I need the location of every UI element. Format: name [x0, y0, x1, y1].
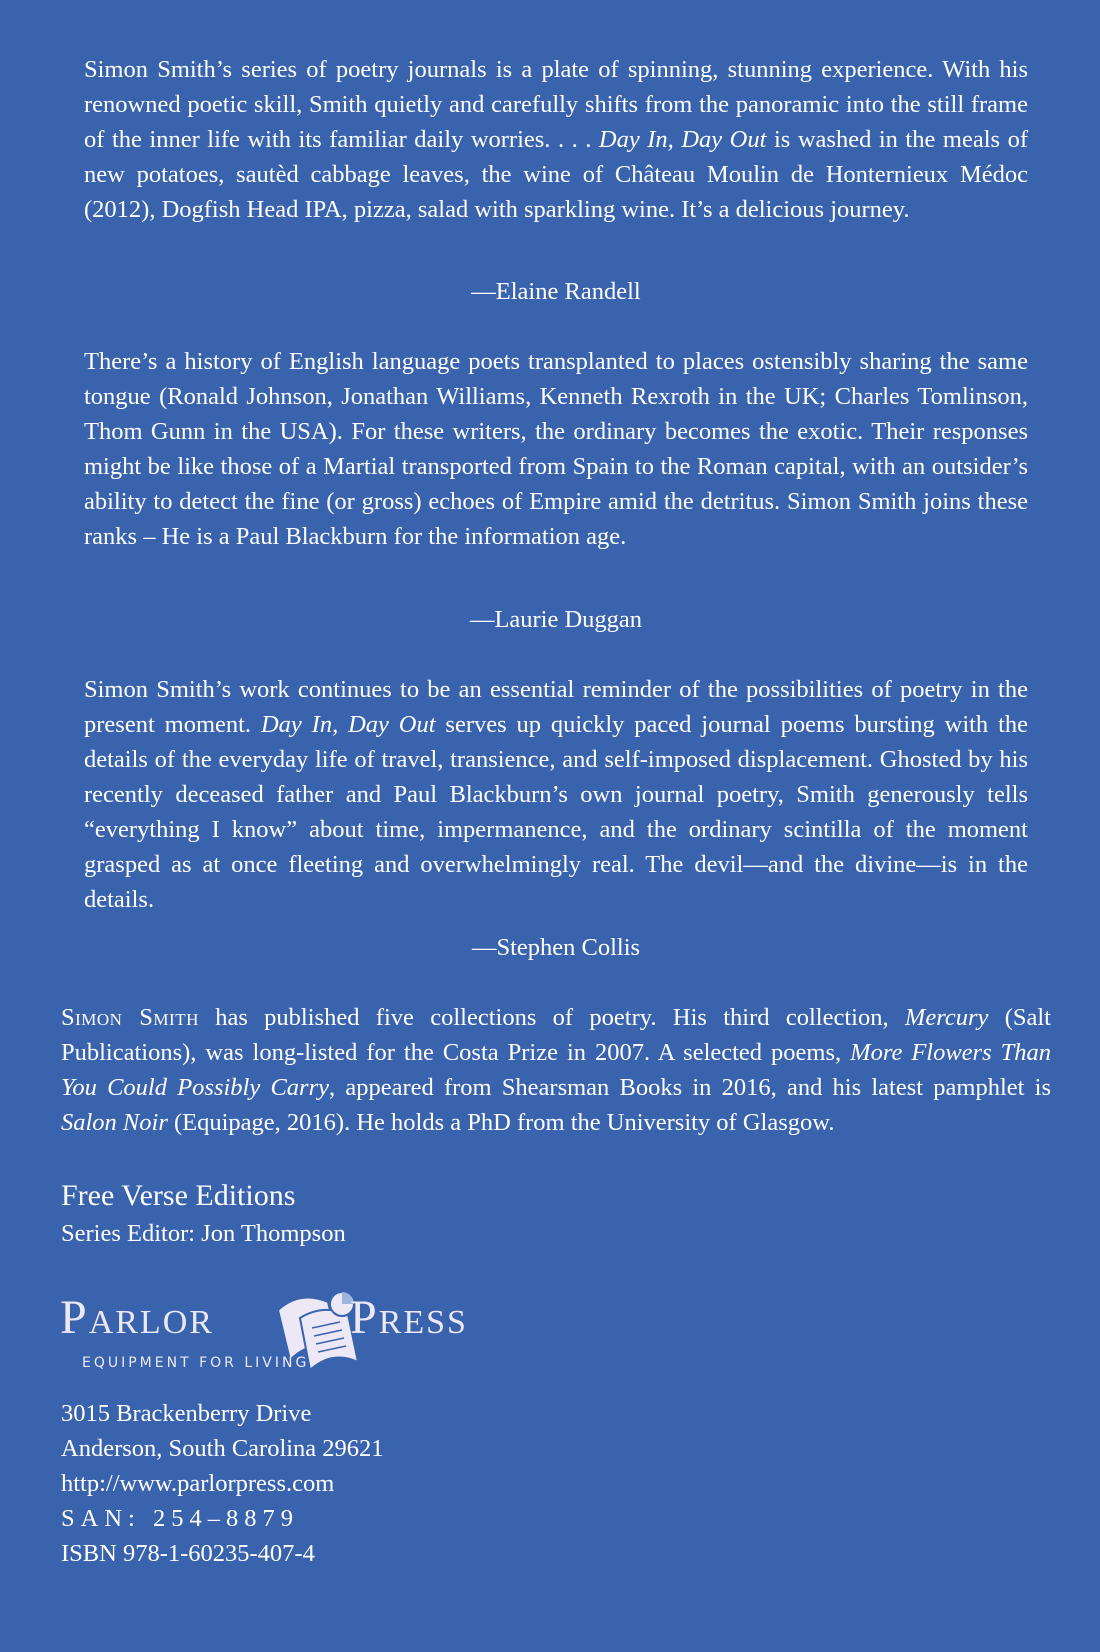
book-title-italic: Day In, Day Out — [260, 711, 436, 738]
author-bio — [61, 1000, 1051, 1140]
logo-word-press: Press — [350, 1291, 468, 1344]
attribution-elaine-randell: —Elaine Randell — [471, 278, 641, 305]
san-number: SAN: 254–8879 — [61, 1505, 299, 1532]
publisher-address — [61, 1396, 384, 1571]
blurb-laurie-duggan — [84, 344, 1028, 554]
blurb-text-part: is washed in the meals of new potatoes, sautèd cabbage leaves, the wine of Château Moulin de Honternieux Médoc (2012), Dogfish Head IPA, pizza, salad with sparkling wine. It’s a delicious journey. — [84, 126, 1028, 223]
blurb-elaine-randell — [84, 52, 1028, 227]
publisher-url: http://www.parlorpress.com — [61, 1470, 335, 1497]
attribution-laurie-duggan: —Laurie Duggan — [469, 606, 643, 633]
author-name: Simon Smith — [61, 1004, 199, 1031]
logo-word-parlor: Parlor — [60, 1291, 214, 1344]
blurb-text-part: Simon Smith’s work continues to be an essential reminder of the possibilities of poetry in the present moment. — [84, 676, 1028, 738]
bio-text — [61, 1000, 1051, 1140]
series-title: Free Verse Editions — [61, 1179, 296, 1212]
series-editor: Series Editor: Jon Thompson — [61, 1220, 346, 1247]
address-city: Anderson, South Carolina 29621 — [61, 1435, 384, 1462]
blurb-text-part: serves up quickly paced journal poems bursting with the details of the everyday life of travel, transience, and self-imposed displacement. Ghosted by his recently deceased father and Paul Blackburn’s own journal poetry, Smith generously tells “everything I know” about time, impermanence, and the ordinary scintilla of the moment grasped as at once fleeting and overwhelmingly real. The devil—and the divine—is in the details. — [84, 711, 1029, 913]
blurb-text: There’s a history of English language poets transplanted to places ostensibly sharing the same tongue (Ronald Johnson, Jonathan Williams, Kenneth Rexroth in the UK; Charles Tomlinson, Thom Gunn in the USA). For these writers, the ordinary becomes the exotic. Their responses might be like those of a Martial transported from Spain to the Roman capital, with an outsider’s ability to detect the fine (or gross) echoes of Empire amid the detritus. Simon Smith joins these ranks – He is a Paul Blackburn for the information age. — [84, 348, 1028, 550]
blurb-stephen-collis — [84, 672, 1028, 917]
book-title-italic: Day In, Day Out — [598, 126, 767, 153]
blurb-text — [84, 672, 1028, 917]
logo-tagline: EQUIPMENT FOR LIVING — [82, 1355, 310, 1371]
address-street: 3015 Brackenberry Drive — [61, 1400, 312, 1427]
blurb-text-part: Simon Smith’s series of poetry journals is a plate of spinning, stunning experience. With his renowned poetic skill, Smith quietly and carefully shifts from the panoramic into the still frame of the inner life with its familiar daily worries. . . . — [84, 56, 1028, 153]
book-title-italic: Mercury — [904, 1004, 989, 1031]
bio-text-part: (Equipage, 2016). He holds a PhD from the University of Glasgow. — [167, 1109, 835, 1136]
parlor-press-logo — [60, 1280, 530, 1380]
bio-text-part: has published five collections of poetry. His third collection, — [198, 1004, 905, 1031]
blurb-text — [84, 52, 1028, 227]
book-title-italic: More Flowers Than You Could Possibly Carry — [61, 1039, 1052, 1101]
attribution-stephen-collis: —Stephen Collis — [471, 934, 641, 961]
bio-text-part: (Salt Publications), was long-listed for the Costa Prize in 2007. A selected poems, — [61, 1004, 1051, 1066]
bio-text-part: , appeared from Shearsman Books in 2016, and his latest pamphlet is — [328, 1074, 1051, 1101]
book-title-italic: Salon Noir — [61, 1109, 168, 1136]
isbn-number: ISBN 978-1-60235-407-4 — [61, 1540, 315, 1567]
